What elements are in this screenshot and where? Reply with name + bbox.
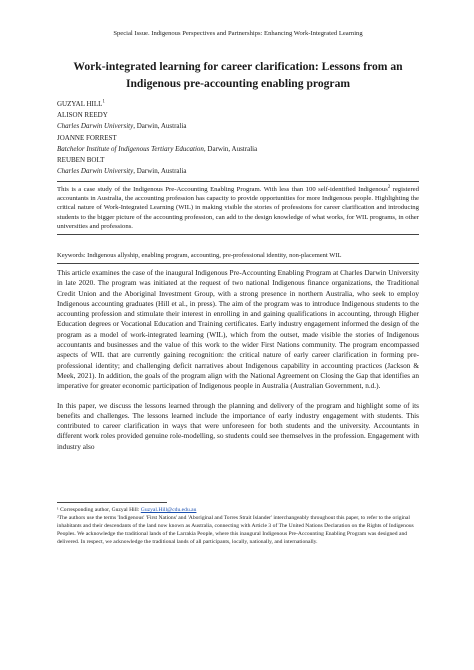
author-affiliation: Batchelor Institute of Indigenous Tertiary Education, Darwin, Australia <box>57 144 258 153</box>
footnote-ref[interactable]: 2 <box>387 184 391 190</box>
author-name: ALISON REEDY <box>57 111 108 120</box>
footnotes <box>57 506 419 546</box>
corresponding-email-link[interactable]: Guzyal.Hill@cdu.edu.au <box>140 507 197 513</box>
footnote-divider <box>57 502 167 503</box>
author-block <box>57 99 419 177</box>
author-affiliation: Charles Darwin University, Darwin, Australia <box>57 122 187 131</box>
author-name: JOANNE FORREST <box>57 133 117 142</box>
body-paragraph: This article examines the case of the inaugural Indigenous Pre-Accounting Enabling Program at Charles Darwin University in late 2020. The program was initiated at the request of two national Indigenous finance organizations, the Traditional Credit Union and the Aboriginal Investment Group, with a strong presence in northern Australia, who seek to employ Indigenous accounting graduates (Hill et al., in press). The aim of the program was to introduce Indigenous students to the accounting profession and stimulate their interest in enrolling in and gaining qualifications in accounting, through Higher Education degrees or Vocational Education and Training certificates. Early industry engagement informed the design of the program as a model of work-integrated learning (WIL), which from the outset, made visible the stories of Indigenous accountants and businesses and the value of this work to the wider First Nations community. The program encompassed aspects of WIL that are currently gaining recognition: the critical nature of early career clarification in forming pre-professional identity; and challenging deficit narratives about Indigenous capability in accounting practices (Jackson & Meek, 2021). In addition, the goals of the program align with the National Agreement on Closing the Gap that identifies an imperative for greater economic participation of Indigenous people in Australia (Australian Government, n.d.). <box>57 268 419 391</box>
keywords: Keywords: Indigenous allyship, enabling program, accounting, pre-professional identity, non-placement WIL <box>57 251 419 264</box>
running-header: Special Issue. Indigenous Perspectives and Partnerships: Enhancing Work-Integrated Learning <box>113 30 363 37</box>
body-paragraph: In this paper, we discuss the lessons learned through the planning and delivery of the program and highlight some of its benefits and challenges. The lessons learned include the importance of early industry engagement with students. This contributed to career clarification in ways that were unforeseen for both students and the university. Accountants in different work roles provided genuine role-modelling, so students could see themselves in the profession. Engagement with industry also <box>57 400 419 451</box>
body-text <box>57 268 419 461</box>
footnote-2: ²The authors use the terms 'Indigenous' 'First Nations' and 'Aboriginal and Torres Strait Islander' interchangeably throughout this paper, to refer to the original inhabitants and their descendants of the land now known as Australia, connecting with Article 3 of The United Nations Declaration on the Rights of Indigenous Peoples. We acknowledge the traditional lands of the Larrakia People, where this inaugural Indigenous Pre-Accounting Enabling Program was designed and delivered. In respect, we acknowledge the traditional lands of all participants, locally, nationally, and internationally. <box>57 515 414 545</box>
author-affiliation: Charles Darwin University, Darwin, Australia <box>57 167 187 176</box>
footnote-1: ¹ Corresponding author, Guzyal Hill: Guzyal.Hill@cdu.edu.au <box>57 507 197 513</box>
author-name: GUZYAL HILL$^1$ <box>57 99 105 108</box>
article-title: Work-integrated learning for career clarification: Lessons from an Indigenous pre-accounting enabling program <box>73 60 403 90</box>
abstract: This is a case study of the Indigenous Pre-Accounting Enabling Program. With less than 100 self-identified Indigenous$^2$ registered accountants in Australia, the accounting profession has capacity to provide opportunities for more Indigenous people. Highlighting the critical nature of Work-Integrated Learning (WIL) in making visible the stories of professions for career clarification and introducing students to the bigger picture of the accounting profession, can add to the design knowledge of what works, for WIL programs, in other universities and professions. <box>57 181 419 235</box>
author-name: REUBEN BOLT <box>57 156 105 165</box>
